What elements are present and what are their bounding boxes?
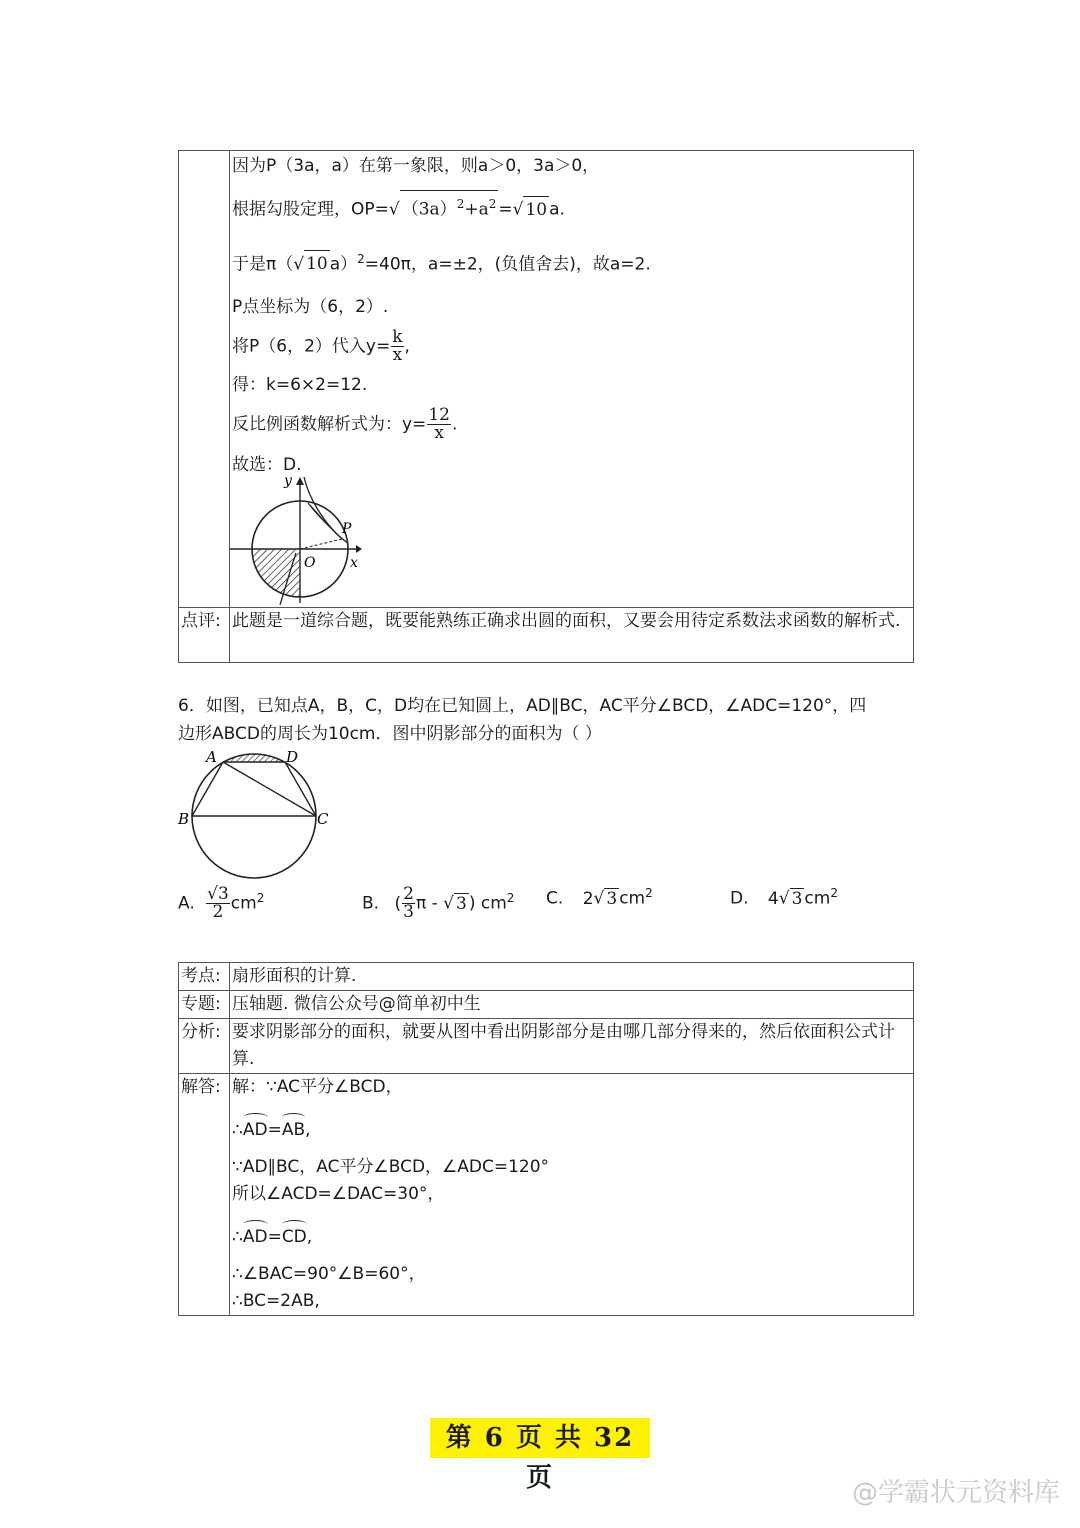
- comment-label: 点评:: [179, 608, 230, 663]
- label-a: A: [206, 748, 217, 766]
- side-dc: [285, 762, 316, 816]
- fraction-12-over-x: $\frac{12}{x}$: [428, 405, 450, 444]
- fraction-k-over-x: $\frac{k}{x}$: [392, 327, 403, 366]
- op-segment: [300, 539, 342, 549]
- radicand-op: $(3a)^2+a^2$: [400, 190, 499, 224]
- answer-line-7: ∴BC=2AB,: [232, 1291, 320, 1311]
- label-p: P: [342, 521, 352, 537]
- label-y: y: [284, 473, 292, 489]
- comment-text: 此题是一道综合题，既要能熟练正确求出圆的面积，又要会用待定系数法求函数的解析式.: [230, 608, 914, 663]
- sqrt-sign: √: [388, 199, 400, 220]
- answer-line-4: 所以∠ACD=∠DAC=30°，: [232, 1184, 445, 1204]
- label-d: D: [286, 748, 299, 766]
- side-ab: [192, 762, 223, 816]
- label-o: O: [304, 555, 316, 571]
- solution-line-1: 因为P（3a，a）在第一象限，则a＞0，3a＞0，: [232, 156, 600, 176]
- solution-line-4: P点坐标为（6，2）.: [232, 297, 389, 318]
- label-c: C: [317, 810, 329, 828]
- option-b[interactable]: B. ( $\frac{2}{3}$ π - √ 3 ) $cm^2$: [362, 884, 515, 922]
- answer-line-3: ∵AD∥BC，AC平分∠BCD，∠ADC=120°: [232, 1157, 550, 1177]
- analysis-text-2: 要求阴影部分的面积，就要从图中看出阴影部分是由哪几部分得来的，然后依面积公式计算.: [230, 1019, 914, 1074]
- coordinate-circle-figure: [230, 473, 370, 605]
- analysis-label-2: 分析:: [179, 1019, 230, 1074]
- option-d[interactable]: D. 4√ 3 $cm^2$: [730, 886, 838, 909]
- analysis-label-0: 考点:: [179, 963, 230, 991]
- solution-line-6: 得：k=6×2=12.: [232, 375, 368, 396]
- answer-line-6: ∴∠BAC=90°∠B=60°，: [232, 1264, 426, 1284]
- solution-line-3: 于是π（√ 10 a）$^2$=40π，a=±2，(负值舍去)，故a=2.: [232, 246, 913, 279]
- solution-line-2: 根据勾股定理，OP=√ $(3a)^2+a^2$ =√ 10 a.: [232, 190, 913, 224]
- y-axis-arrow: [296, 477, 304, 485]
- analysis-text-0: 扇形面积的计算.: [230, 963, 914, 991]
- solution-line-5: 将P（6，2）代入y= $\frac{k}{x}$ ,: [232, 327, 410, 366]
- solution-table: [178, 150, 914, 663]
- solution-line-7: 反比例函数解析式为：y= $\frac{12}{x}$ .: [232, 405, 458, 444]
- question-line-2: 边形ABCD的周长为10cm．图中阴影部分的面积为（ ）: [178, 724, 602, 744]
- analysis-label-1: 专题:: [179, 991, 230, 1019]
- option-c[interactable]: C. 2√ 3 $cm^2$: [546, 886, 653, 909]
- analysis-table: [178, 962, 914, 1316]
- answer-line-5: ∴AD=CD,: [232, 1220, 913, 1251]
- quadrilateral-circle-figure: [176, 748, 336, 880]
- analysis-text-1: 压轴题. 微信公众号@简单初中生: [230, 991, 914, 1019]
- answer-line-2: ∴AD=AB,: [232, 1113, 913, 1144]
- label-b: B: [178, 810, 190, 828]
- answer-label: 解答:: [179, 1074, 230, 1316]
- shaded-sector-left: [252, 549, 300, 597]
- page-number-footer: 第 6 页 共 32 页: [430, 1418, 650, 1458]
- answer-line-1: 解：∵AC平分∠BCD，: [232, 1077, 403, 1097]
- diagonal-ac: [223, 762, 316, 816]
- shaded-segment: [223, 754, 285, 762]
- solution-line-8: 故选：D.: [232, 455, 302, 476]
- solution-label-cell: [179, 151, 230, 608]
- label-x: x: [350, 555, 358, 571]
- watermark: @学霸状元资料库: [851, 1478, 1060, 1508]
- option-a[interactable]: A. $\frac{√3}{2}$ $cm^2$: [178, 884, 265, 922]
- answer-content: [230, 1074, 914, 1316]
- question-line-1: 6．如图，已知点A，B，C，D均在已知圆上，AD∥BC，AC平分∠BCD，∠ADC=120°，四: [178, 696, 867, 716]
- question-6: [178, 692, 918, 748]
- solution-content-cell: [230, 151, 914, 608]
- x-axis-arrow: [356, 545, 362, 553]
